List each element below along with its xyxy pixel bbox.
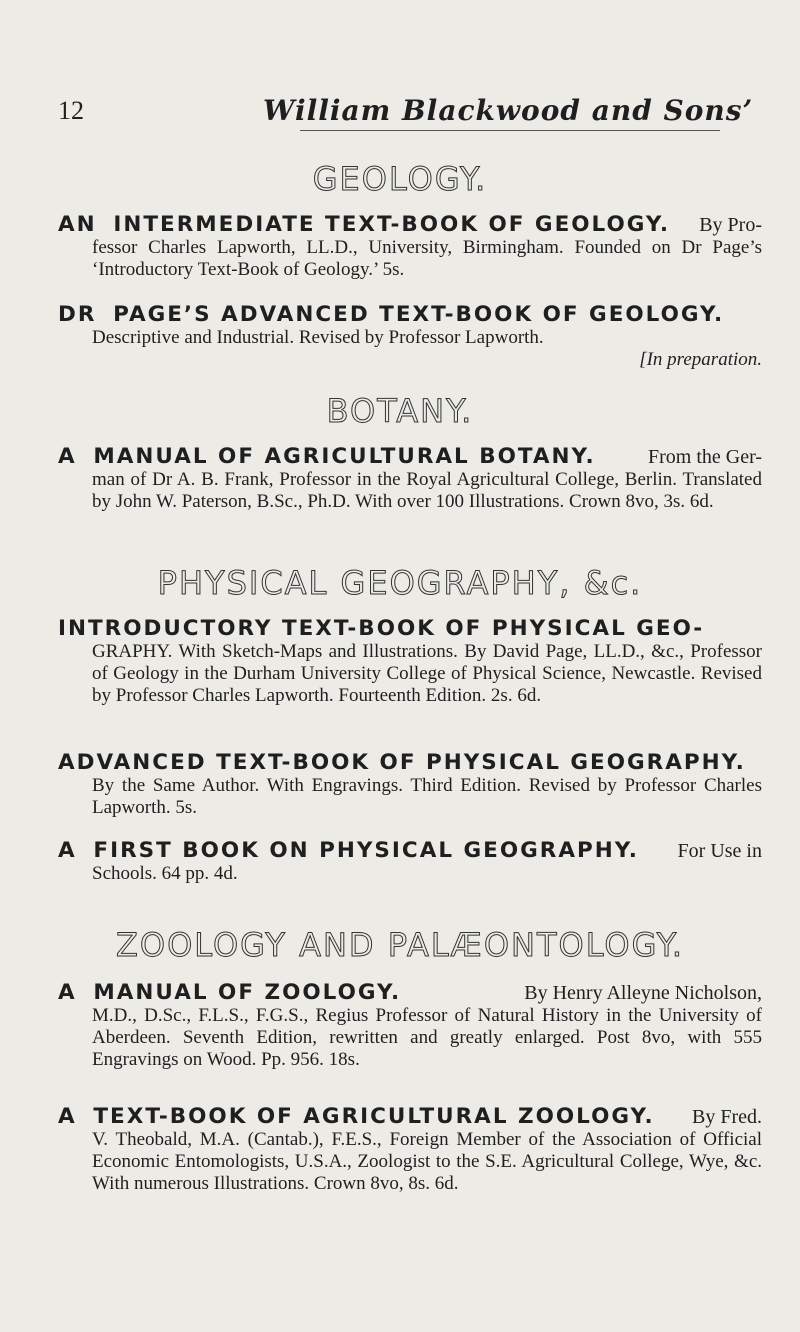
- entry-lead: A: [58, 838, 77, 863]
- section-heading-physical-geography: PHYSICAL GEOGRAPHY, &c.: [157, 564, 643, 602]
- entry-lead: A: [58, 980, 77, 1005]
- section-heading-zoology: ZOOLOGY AND PALÆONTOLOGY.: [115, 926, 685, 964]
- entry-first-book-physical-geography: [58, 840, 762, 885]
- entry-body: V. Theobald, M.A. (Cantab.), F.E.S., Foreign Member of the Association of Official Economic Entomologists, U.S.A., Zoologist to the S.E. Agricultural College, Wye, &c. With numerous Illustrations. Crown 8vo, 8s. 6d.: [92, 1129, 762, 1194]
- entry-title: INTRODUCTORY TEXT-BOOK OF PHYSICAL GEO-: [58, 616, 705, 641]
- header-rule: [300, 130, 720, 131]
- entry-manual-zoology: [58, 982, 762, 1071]
- running-title: William Blackwood and Sons’: [263, 94, 754, 127]
- entry-tail: For Use in: [677, 840, 762, 862]
- entry-body: GRAPHY. With Sketch-Maps and Illustrations. By David Page, LL.D., &c., Professor of Geology in the Durham University College of Physical Science, Newcastle. Revised by Professor Charles Lapworth. Fourteenth Edition. 2s. 6d.: [92, 641, 762, 706]
- entry-introductory-physical-geography: [58, 618, 762, 707]
- section-heading-geology: GEOLOGY.: [312, 160, 488, 198]
- entry-tail: By Fred.: [692, 1106, 762, 1128]
- entry-body: By the Same Author. With Engravings. Third Edition. Revised by Professor Charles Lapworth. 5s.: [92, 775, 762, 818]
- entry-tail: By Pro-: [699, 214, 762, 236]
- entry-title: ADVANCED TEXT-BOOK OF PHYSICAL GEOGRAPHY.: [58, 750, 746, 775]
- entry-lead: DR: [58, 302, 97, 327]
- entry-title: PAGE’S ADVANCED TEXT-BOOK OF GEOLOGY.: [113, 302, 725, 327]
- section-heading-botany: BOTANY.: [326, 392, 474, 430]
- preparation-note: [In preparation.: [639, 349, 762, 370]
- page-header: [58, 96, 758, 136]
- entry-body: Descriptive and Industrial. Revised by Professor Lapworth.: [92, 327, 544, 348]
- entry-title: MANUAL OF ZOOLOGY.: [93, 980, 402, 1005]
- entry-lead: A: [58, 444, 77, 469]
- entry-lead: AN: [58, 212, 97, 237]
- entry-body: Schools. 64 pp. 4d.: [92, 863, 238, 884]
- entry-advanced-geology: [58, 304, 762, 371]
- entry-title: MANUAL OF AGRICULTURAL BOTANY.: [93, 444, 596, 469]
- entry-body: M.D., D.Sc., F.L.S., F.G.S., Regius Professor of Natural History in the University of Aberdeen. Seventh Edition, rewritten and greatly enlarged. Post 8vo, with 555 Engravings on Wood. Pp. 956. 18s.: [92, 1005, 762, 1070]
- entry-agricultural-zoology: [58, 1106, 762, 1195]
- entry-body: fessor Charles Lapworth, LL.D., University, Birmingham. Founded on Dr Page’s ‘Introductory Text-Book of Geology.’ 5s.: [92, 237, 762, 280]
- page-number: 12: [58, 96, 84, 125]
- entry-tail: From the Ger-: [647, 446, 762, 468]
- entry-advanced-physical-geography: [58, 752, 762, 819]
- entry-body: man of Dr A. B. Frank, Professor in the Royal Agricultural College, Berlin. Translated by John W. Paterson, B.Sc., Ph.D. With over 100 Illustrations. Crown 8vo, 3s. 6d.: [92, 469, 762, 512]
- entry-title: INTERMEDIATE TEXT-BOOK OF GEOLOGY.: [113, 212, 671, 237]
- entry-title: FIRST BOOK ON PHYSICAL GEOGRAPHY.: [93, 838, 639, 863]
- entry-intermediate-geology: [58, 214, 762, 281]
- entry-tail: By Henry Alleyne Nicholson,: [524, 982, 762, 1004]
- entry-agricultural-botany: [58, 446, 762, 513]
- entry-lead: A: [58, 1104, 77, 1129]
- entry-title: TEXT-BOOK OF AGRICULTURAL ZOOLOGY.: [93, 1104, 655, 1129]
